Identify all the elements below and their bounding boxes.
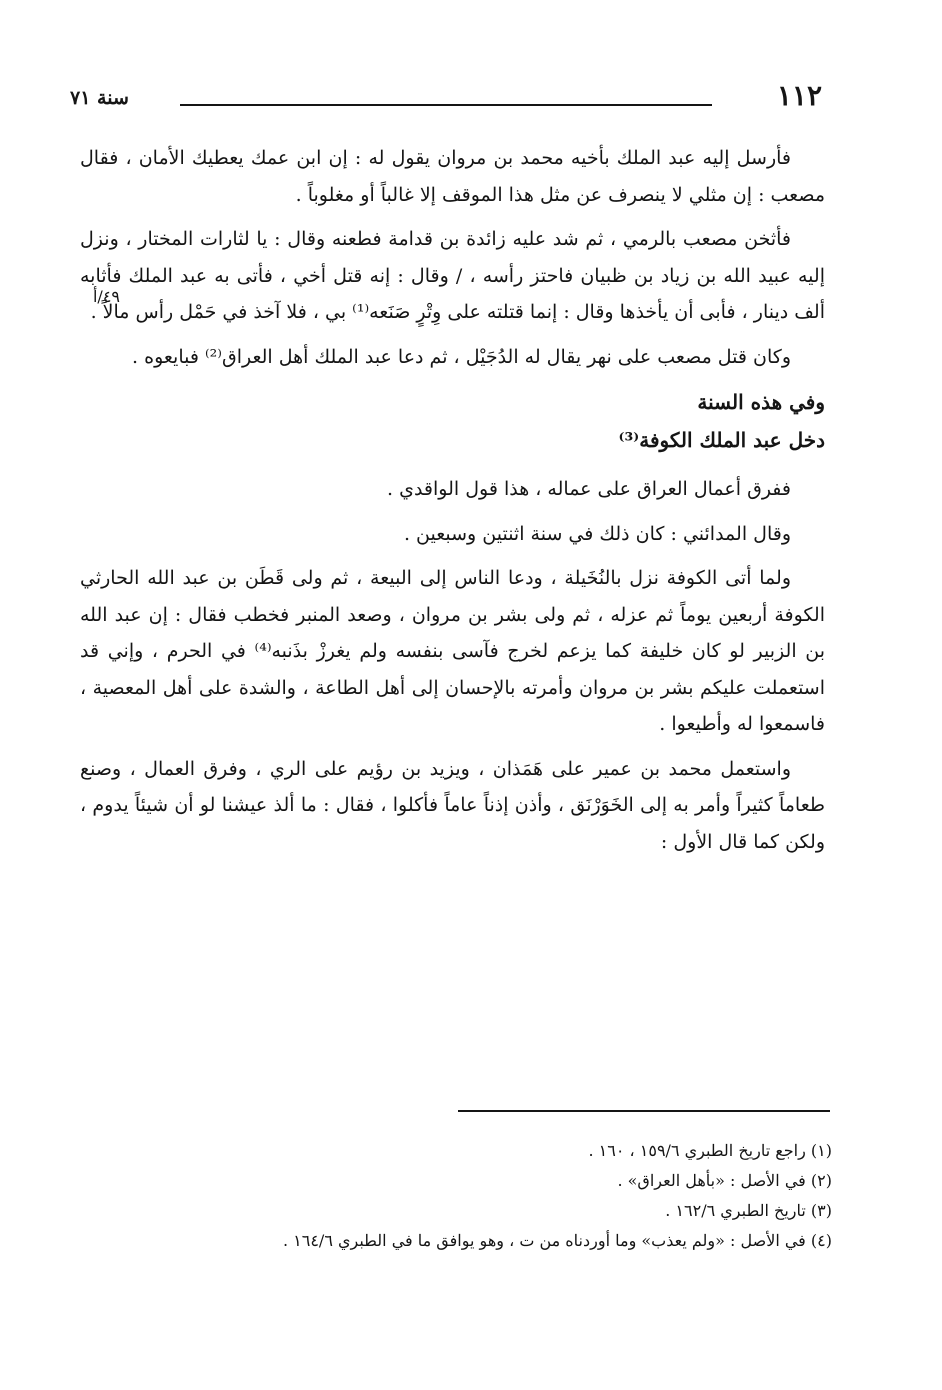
- footnote: (٤) في الأصل : «ولم يعذب» وما أوردناه من ت ، وهو يوافق ما في الطبري ١٦٤/٦ .: [282, 1231, 832, 1250]
- section-heading: [80, 383, 825, 459]
- page-number: ١١٢: [776, 79, 822, 112]
- footnote: (٢) في الأصل : «بأهل العراق» .: [617, 1171, 832, 1190]
- paragraph: فأثخن مصعب بالرمي ، ثم شد عليه زائدة بن قدامة فطعنه وقال : يا لثارات المختار ، ونزل إليه عبيد الله بن زياد بن ظبيان فاحتز رأسه ، / وقال : إنه قتل أخي ، فأتى به عبد الملك فأثابه ألف دينار ، فأبى أن يأخذها وقال : إنما قتلته على وِتْرٍ صَنَعه⁽¹⁾ بي ، فلا آخذ في حَمْل رأس مالاً .: [80, 228, 825, 323]
- paragraph: واستعمل محمد بن عمير على هَمَذان ، ويزيد بن رؤيم على الري ، وفرق العمال ، وصنع طعاماً كثيراً وأمر به إلى الخَوَرْنَق ، وأذن إذناً عاماً فأكلوا ، فقال : ما ألذ عيشنا لو أن شيئاً يدوم ، ولكن كما قال الأول :: [80, 757, 825, 853]
- section-heading-line: وفي هذه السنة: [697, 390, 825, 414]
- paragraph: ولما أتى الكوفة نزل بالنُخَيلة ، ودعا الناس إلى البيعة ، ثم ولى قَطَن بن عبد الله الحارثي الكوفة أربعين يوماً ثم عزله ، ثم ولى بشر بن مروان ، وصعد المنبر فخطب فقال : إن عبد الله بن الزبير لو كان خليفة كما يزعم لخرج فآسى بنفسه ولم يغرزْ بذَنبه⁽⁴⁾ في الحرم ، وإني قد استعملت عليكم بشر بن مروان وأمرته بالإحسان إلى أهل الطاعة ، والشدة على أهل المعصية ، فاسمعوا له وأطيعوا .: [80, 567, 825, 735]
- section-heading-line: دخل عبد الملك الكوفة⁽³⁾: [618, 428, 825, 452]
- main-text: [80, 140, 825, 868]
- page-header: [70, 78, 822, 118]
- paragraph: وقال المدائني : كان ذلك في سنة اثنتين وسبعين .: [403, 522, 791, 545]
- manuscript-folio-note: ٤٩/أ: [92, 287, 120, 306]
- paragraph: ففرق أعمال العراق على عماله ، هذا قول الواقدي .: [387, 478, 791, 500]
- header-rule: [180, 104, 712, 106]
- paragraph: فأرسل إليه عبد الملك بأخيه محمد بن مروان يقول له : إن ابن عمك يعطيك الأمان ، فقال مصعب : إن مثلي لا ينصرف عن مثل هذا الموقف إلا غالباً أو مغلوباً .: [80, 147, 825, 206]
- footnote: (٣) تاريخ الطبري ١٦٢/٦ .: [665, 1201, 832, 1220]
- paragraph: وكان قتل مصعب على نهر يقال له الدُجَيْل ، ثم دعا عبد الملك أهل العراق⁽²⁾ فبايعوه .: [132, 345, 791, 368]
- footnote: (١) راجع تاريخ الطبري ١٥٩/٦ ، ١٦٠ .: [588, 1141, 832, 1160]
- footnote-rule: [458, 1110, 830, 1112]
- footnotes: [112, 1136, 832, 1256]
- running-head: سنة ٧١: [70, 87, 129, 109]
